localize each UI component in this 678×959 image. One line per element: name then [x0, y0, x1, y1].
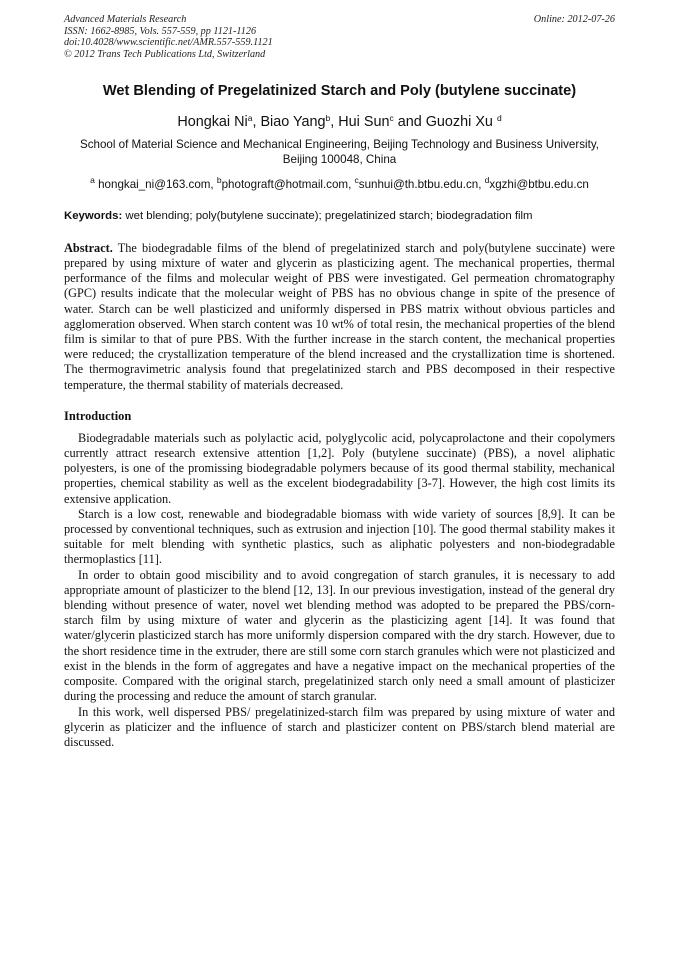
paper-title: Wet Blending of Pregelatinized Starch and Poly (butylene succinate) — [102, 83, 577, 99]
email-mark: c — [354, 174, 359, 185]
author-separator: , — [330, 114, 339, 130]
body-paragraph: In this work, well dispersed PBS/ pregelatinized-starch film was prepared by using mixture of water and glycerin as platicizer and the influence of starch and plasticizer content on PBS/starch blend material are discussed. — [64, 704, 615, 749]
journal-doi: doi:10.4028/www.scientific.net/AMR.557-559.1121 — [64, 37, 273, 49]
author-separator: , — [252, 114, 261, 130]
email-mark: a — [90, 174, 95, 185]
abstract-text: The biodegradable films of the blend of pregelatinized starch and poly(butylene succinate) were prepared by using mixture of water and glycerin as plasticizing agent. The mechanical properties, thermal performance of the films and molecular weight of PBS were investigated. Gel permeation chromatography (GPC) results indicate that the molecular weight of PBS has no obvious change in spite of the presence of water. Starch can be well plasticized and uniformly dispersed in PBS matrix without obvious particles and agglomeration observed. When starch content was 10 wt% of total resin, the mechanical properties of the blend film is similar to that of pure PBS. With the further increase in the starch content, the mechanical properties were reduced; the crystallization temperature of the blend increased and the crystallization time is shortened. The thermogravimetric analysis found that pregelatinized starch and PBS decomposed in their respective temperature, the thermal stability of materials decreased. — [64, 240, 615, 392]
author-name: Hongkai Ni — [177, 114, 248, 130]
paper-page — [64, 14, 615, 750]
online-date: Online: 2012-07-26 — [533, 14, 615, 25]
email-mark: d — [484, 174, 490, 185]
keywords-text: wet blending; poly(butylene succinate); pregelatinized starch; biodegradation film — [122, 209, 533, 222]
body-paragraph: In order to obtain good miscibility and to avoid congregation of starch granules, it is necessary to add appropriate amount of plasticizer to the blend [12, 13]. In our previous investigation, instead of the general dry blending without presence of water, novel wet blending method was adopted to be prepared the PBS/corn-starch film by using mixture of water and glycerin as the plasticizing agent [14]. It was found that water/glycerin plasticized starch has more uniformly dispersion compared with the dry starch. However, due to the short residence time in the extruder, there are still some corn starch granules which were not plasticized and exist in the blends in the form of aggregates and have a negative impact on the mechanical properties of the composite. Compared with the original starch, pregelatinized starch only need a small amount of plasticizer during the processing and reduce the amount of starch granular. — [64, 567, 615, 704]
author-affil-mark: d — [496, 113, 502, 123]
author — [338, 114, 393, 130]
author — [426, 114, 502, 130]
author — [260, 114, 330, 130]
author-affil-mark: b — [325, 113, 331, 123]
author-name: Guozhi Xu — [425, 114, 497, 130]
abstract — [64, 241, 615, 393]
email-address: photograft@hotmail.com, — [221, 177, 355, 191]
abstract-label: Abstract. — [64, 240, 113, 255]
journal-issn: ISSN: 1662-8985, Vols. 557-559, pp 1121-1126 — [64, 25, 257, 37]
affiliation: School of Material Science and Mechanical Engineering, Beijing Technology and Business University, Beijing 100048, China — [79, 138, 599, 167]
email-address: hongkai_ni@163.com, — [94, 177, 217, 191]
author-list — [64, 109, 615, 131]
author — [177, 114, 252, 130]
email-list — [64, 173, 615, 192]
author-separator: and — [393, 114, 426, 130]
keywords — [64, 209, 615, 224]
keywords-label: Keywords: — [64, 209, 123, 222]
introduction-heading: Introduction — [64, 408, 132, 423]
email-address: xgzhi@btbu.edu.cn — [489, 177, 589, 191]
author-affil-mark: a — [247, 113, 253, 123]
body-paragraph: Biodegradable materials such as polylactic acid, polyglycolic acid, polycaprolactone and their copolymers currently attract research extensive attention [1,2]. Poly (butylene succinate) (PBS), a novel aliphatic polyesters, is one of the promissing biodegradable polymers because of its good thermal stability, mechanical properties, chemical stability as well as the excelent biodegradability [3-7]. However, the high cost limits its extensive application. — [64, 430, 615, 506]
email-mark: b — [216, 174, 222, 185]
journal-copyright: © 2012 Trans Tech Publications Ltd, Switzerland — [64, 48, 266, 60]
author-name: Biao Yang — [260, 114, 326, 130]
email-address: sunhui@th.btbu.edu.cn, — [358, 177, 485, 191]
journal-name: Advanced Materials Research — [64, 14, 187, 25]
author-name: Hui Sun — [338, 114, 390, 130]
body-paragraph: Starch is a low cost, renewable and biodegradable biomass with wide variety of sources [8,9]. It can be processed by conventional techniques, such as extrusion and injection [10]. The good thermal stability makes it suitable for melt blending with synthetic plastics, such as aliphatic polyesters and non-biodegradable thermoplastics [11]. — [64, 506, 615, 567]
journal-info — [64, 14, 615, 60]
author-affil-mark: c — [389, 113, 394, 123]
journal-header — [64, 14, 615, 70]
